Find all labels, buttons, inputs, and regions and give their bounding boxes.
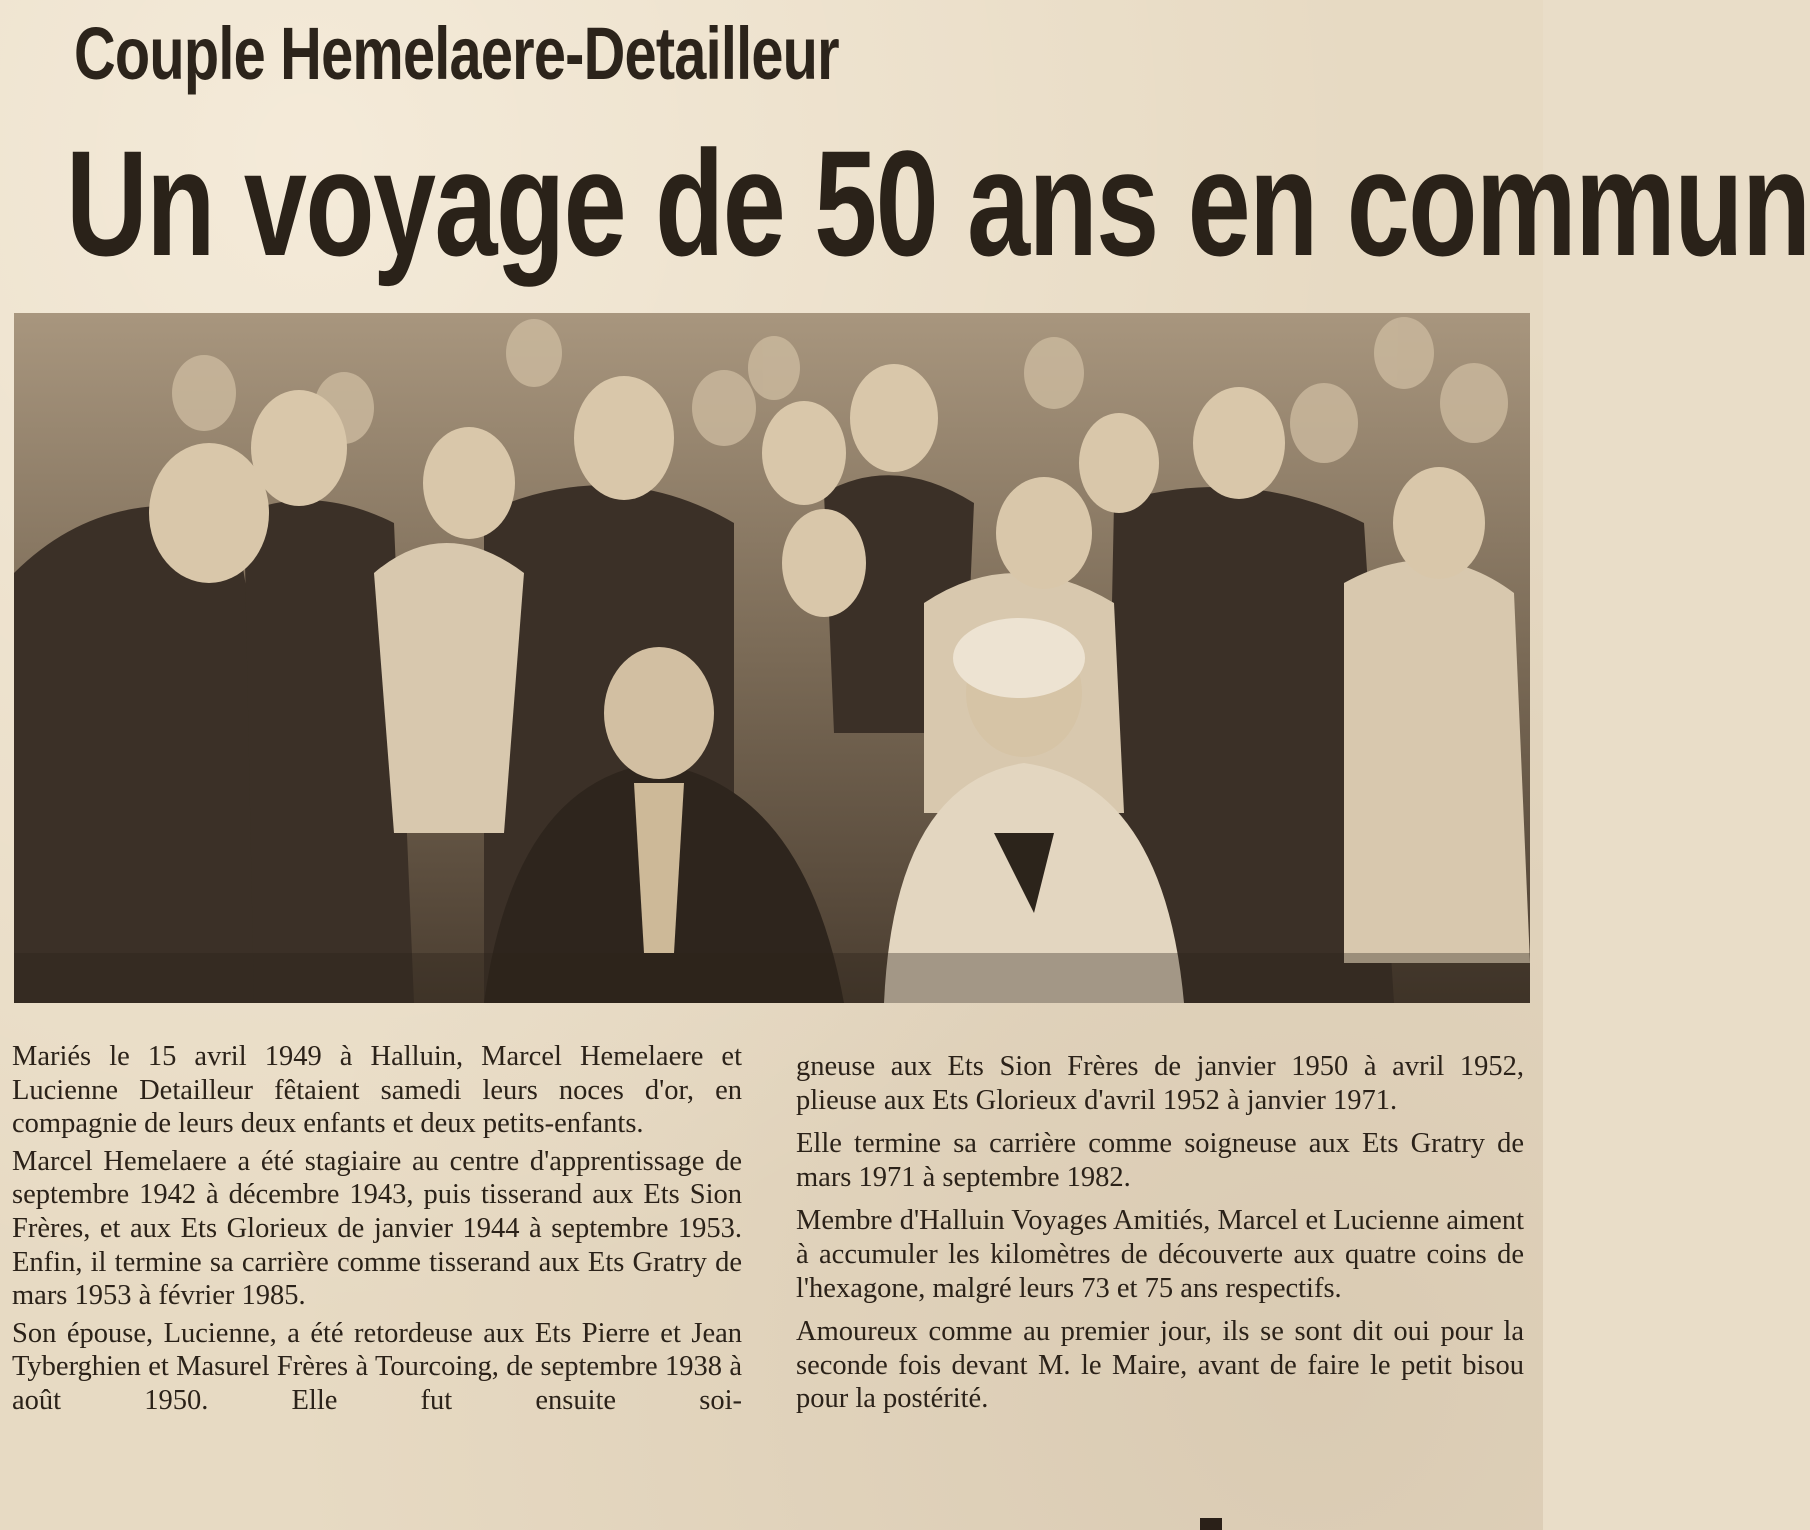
group-photo	[14, 313, 1530, 1003]
paragraph: Marcel Hemelaere a été stagiaire au centre d'apprentissage de septembre 1942 à décembre 1943, puis tisserand aux Ets Sion Frères, et aux Ets Glorieux de janvier 1944 à septembre 1953. Enfin, il termine sa carrière comme tisserand aux Ets Gratry de mars 1953 à février 1985.	[12, 1145, 742, 1312]
article-kicker: Couple Hemelaere-Detailleur	[74, 12, 839, 95]
paragraph: Elle termine sa carrière comme soigneuse aux Ets Gratry de mars 1971 à septembre 1982.	[796, 1128, 1524, 1193]
article-headline: Un voyage de 50 ans en commun	[66, 119, 1810, 287]
paragraph: Son épouse, Lucienne, a été retordeuse aux Ets Pierre et Jean Tyberghien et Masurel Frères à Tourcoing, de septembre 1938 à août 1950. Elle fut ensuite soi-	[12, 1317, 742, 1416]
print-mark	[1200, 1518, 1222, 1530]
article-column-right	[796, 1050, 1524, 1426]
paragraph: Amoureux comme au premier jour, ils se sont dit oui pour la seconde fois devant M. le Maire, avant de faire le petit bisou pour la postérité.	[796, 1316, 1524, 1415]
paragraph: Mariés le 15 avril 1949 à Halluin, Marcel Hemelaere et Lucienne Detailleur fêtaient samedi leurs noces d'or, en compagnie de leurs deux enfants et deux petits-enfants.	[12, 1041, 742, 1140]
paragraph: gneuse aux Ets Sion Frères de janvier 1950 à avril 1952, plieuse aux Ets Glorieux d'avril 1952 à janvier 1971.	[796, 1051, 1524, 1116]
group-photo-illustration	[14, 313, 1530, 1003]
paragraph: Membre d'Halluin Voyages Amitiés, Marcel et Lucienne aiment à accumuler les kilomètres de découverte aux quatre coins de l'hexagone, malgré leurs 73 et 75 ans respectifs.	[796, 1205, 1524, 1304]
article-column-left	[12, 1040, 742, 1422]
